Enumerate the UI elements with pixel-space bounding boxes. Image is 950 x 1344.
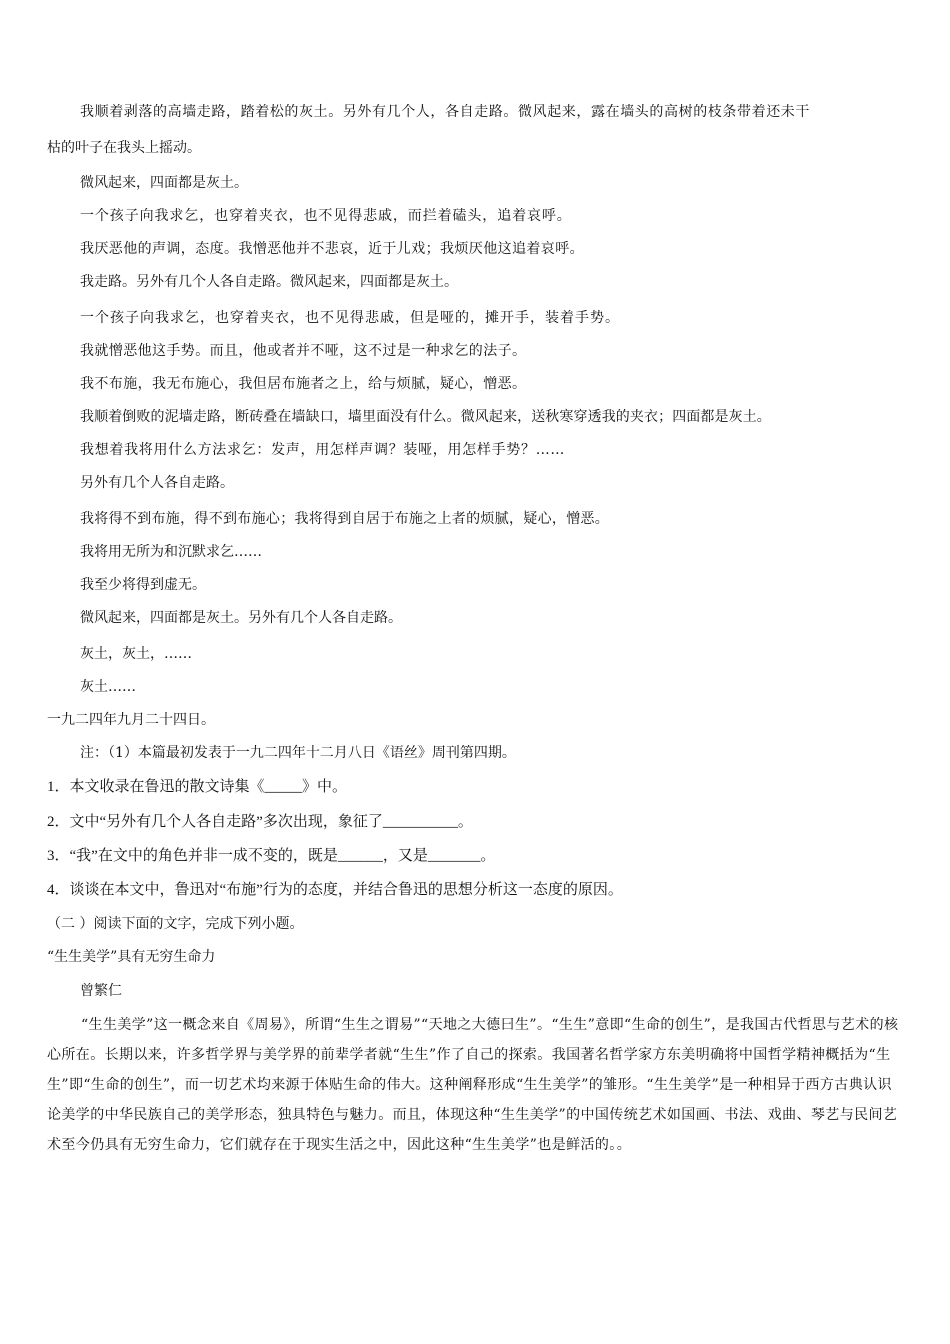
poem-line: 我就憎恶他这手势。而且，他或者并不哑，这不过是一种求乞的法子。 xyxy=(80,343,527,359)
poem-line: 我厌恶他的声调，态度。我憎恶他并不悲哀，近于儿戏；我烦厌他这追着哀呼。 xyxy=(80,241,584,257)
poem-line: 我顺着倒败的泥墙走路，断砖叠在墙缺口，墙里面没有什么。微风起来，送秋寒穿透我的夹衣；四面都是灰土。 xyxy=(80,409,771,425)
poem-date: 一九二四年九月二十四日。 xyxy=(47,712,215,728)
poem-line: 一个孩子向我求乞，也穿着夹衣，也不见得悲戚，而拦着磕头，追着哀呼。 xyxy=(80,208,572,224)
question-1: 1．本文收录在鲁迅的散文诗集《_____》中。 xyxy=(47,779,348,795)
poem-line: 灰土…… xyxy=(80,679,136,695)
poem-line: 另外有几个人各自走路。 xyxy=(80,475,234,491)
poem-line: 我将用无所为和沉默求乞…… xyxy=(80,544,262,560)
article-title: “生生美学”具有无穷生命力 xyxy=(47,949,216,965)
poem-line: 我不布施，我无布施心，我但居布施者之上，给与烦腻，疑心，憎恶。 xyxy=(80,376,527,392)
poem-line: 我至少将得到虚无。 xyxy=(80,577,206,593)
question-3: 3．“我”在文中的角色并非一成不变的，既是______，又是_______。 xyxy=(47,848,496,864)
section-heading: （二 ）阅读下面的文字，完成下列小题。 xyxy=(47,916,304,932)
article-author: 曾繁仁 xyxy=(80,983,122,999)
poem-line: 一个孩子向我求乞，也穿着夹衣，也不见得悲戚，但是哑的，摊开手，装着手势。 xyxy=(80,310,620,326)
poem-line: 我走路。另外有几个人各自走路。微风起来，四面都是灰土。 xyxy=(80,274,458,290)
article-paragraph: “生生美学”这一概念来自《周易》，所谓“生生之谓易”“天地之大德曰生”。“生生”意即“生命的创生”，是我国古代哲思与艺术的核心所在。长期以来，许多哲学界与美学界的前辈学者就“生生”作了自己的探索。我国著名哲学家方东美明确将中国哲学精神概括为“生生”即“生命的创生”，而一切艺术均来源于体贴生命的伟大。这种阐释形成“生生美学”的雏形。“生生美学”是一种相异于西方古典认识论美学的中华民族自己的美学形态，独具特色与魅力。而且，体现这种“生生美学”的中国传统艺术如国画、书法、戏曲、琴艺与民间艺术至今仍具有无穷生命力，它们就存在于现实生活之中，因此这种“生生美学”也是鲜活的。。 xyxy=(47,1017,899,1153)
poem-paragraph-1-line-1: 我顺着剥落的高墙走路，踏着松的灰土。另外有几个人，各自走路。微风起来，露在墙头的高树的枝条带着还未干 xyxy=(80,104,810,120)
poem-line: 我将得不到布施，得不到布施心；我将得到自居于布施之上者的烦腻，疑心，憎恶。 xyxy=(80,511,610,527)
question-4: 4．谈谈在本文中，鲁迅对“布施”行为的态度，并结合鲁迅的思想分析这一态度的原因。 xyxy=(47,882,623,898)
poem-line: 灰土，灰土，…… xyxy=(80,646,192,662)
poem-line: 我想着我将用什么方法求乞：发声，用怎样声调？装哑，用怎样手势？…… xyxy=(80,442,566,458)
poem-line: 微风起来，四面都是灰土。另外有几个人各自走路。 xyxy=(80,610,402,626)
poem-line: 微风起来，四面都是灰土。 xyxy=(80,175,248,191)
poem-footnote: 注：（1）本篇最初发表于一九二四年十二月八日《语丝》周刊第四期。 xyxy=(80,745,516,761)
poem-paragraph-1-line-2: 枯的叶子在我头上摇动。 xyxy=(47,140,201,156)
question-2: 2．文中“另外有几个人各自走路”多次出现，象征了__________。 xyxy=(47,814,473,830)
